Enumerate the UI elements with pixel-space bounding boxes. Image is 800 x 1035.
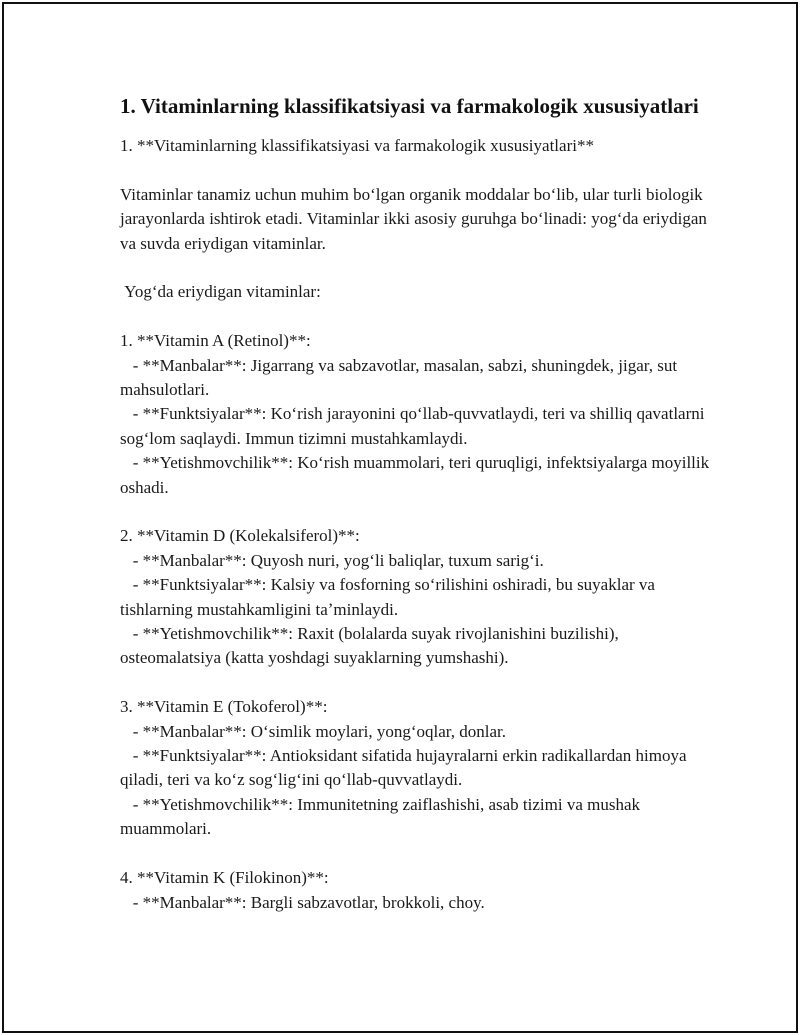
heading-line: 1. **Vitaminlarning klassifikatsiyasi va farmakologik xususiyatlari** bbox=[120, 136, 594, 155]
section-heading: Yogʻda eriydigan vitaminlar: bbox=[120, 282, 321, 302]
vitamin-d-title: 2. **Vitamin D (Kolekalsiferol)**: bbox=[120, 526, 360, 546]
vitamin-d-functions: - **Funktsiyalar**: Kalsiy va fosforning soʻrilishini oshiradi, bu suyaklar va tishlarning mustahkamligini taʼminlaydi. bbox=[120, 575, 660, 619]
vitamin-k-sources: - **Manbalar**: Bargli sabzavotlar, brokkoli, choy. bbox=[120, 892, 485, 912]
vitamin-d-sources: - **Manbalar**: Quyosh nuri, yogʻli baliqlar, tuxum sarigʻi. bbox=[120, 550, 544, 570]
document-title: 1. Vitaminlarning klassifikatsiyasi va farmakologik xususiyatlari bbox=[120, 94, 699, 118]
vitamin-e-block bbox=[120, 695, 710, 841]
paragraph-gap bbox=[120, 842, 710, 866]
paragraph-gap bbox=[120, 305, 710, 329]
vitamin-d-block bbox=[120, 524, 710, 670]
vitamin-a-sources: - **Manbalar**: Jigarrang va sabzavotlar, masalan, sabzi, shuningdek, jigar, sut mahsulotlari. bbox=[120, 355, 682, 400]
vitamin-e-title: 3. **Vitamin E (Tokoferol)**: bbox=[120, 697, 328, 717]
vitamin-e-deficiency: - **Yetishmovchilik**: Immunitetning zaiflashishi, asab tizimi va mushak muammolari. bbox=[120, 794, 645, 839]
paragraph-gap bbox=[120, 500, 710, 524]
vitamin-a-deficiency: - **Yetishmovchilik**: Koʻrish muammolari, teri quruqligi, infektsiyalarga moyillik oshadi. bbox=[120, 453, 714, 497]
vitamin-e-sources: - **Manbalar**: Oʻsimlik moylari, yongʻoqlar, donlar. bbox=[120, 721, 506, 741]
paragraph-gap bbox=[120, 158, 710, 182]
vitamin-a-title: 1. **Vitamin A (Retinol)**: bbox=[120, 331, 311, 351]
vitamin-a-functions: - **Funktsiyalar**: Koʻrish jarayonini qoʻllab-quvvatlaydi, teri va shilliq qavatlarni sogʻlom saqlaydi. Immun tizimni mustahkamlaydi. bbox=[120, 404, 709, 448]
document-body bbox=[120, 92, 714, 915]
vitamin-k-block bbox=[120, 866, 710, 915]
vitamin-a-block bbox=[120, 329, 714, 500]
vitamin-e-functions: - **Funktsiyalar**: Antioksidant sifatida hujayralarni erkin radikallardan himoya qiladi, teri va koʻz sogʻligʻini qoʻllab-quvvatlaydi. bbox=[120, 746, 691, 790]
document-page bbox=[2, 2, 798, 1033]
vitamin-d-deficiency: - **Yetishmovchilik**: Raxit (bolalarda suyak rivojlanishini buzilishi), osteomalatsiya (katta yoshdagi suyaklarning yumshashi). bbox=[120, 624, 624, 668]
intro-paragraph: Vitaminlar tanamiz uchun muhim boʻlgan organik moddalar boʻlib, ular turli biologik jarayonlarda ishtirok etadi. Vitaminlar ikki asosiy guruhga boʻlinadi: yogʻda eriydigan va suvda eriydigan vitaminlar. bbox=[120, 184, 712, 253]
paragraph-gap bbox=[120, 256, 710, 280]
paragraph-gap bbox=[120, 671, 710, 695]
vitamin-k-title: 4. **Vitamin K (Filokinon)**: bbox=[120, 868, 329, 888]
